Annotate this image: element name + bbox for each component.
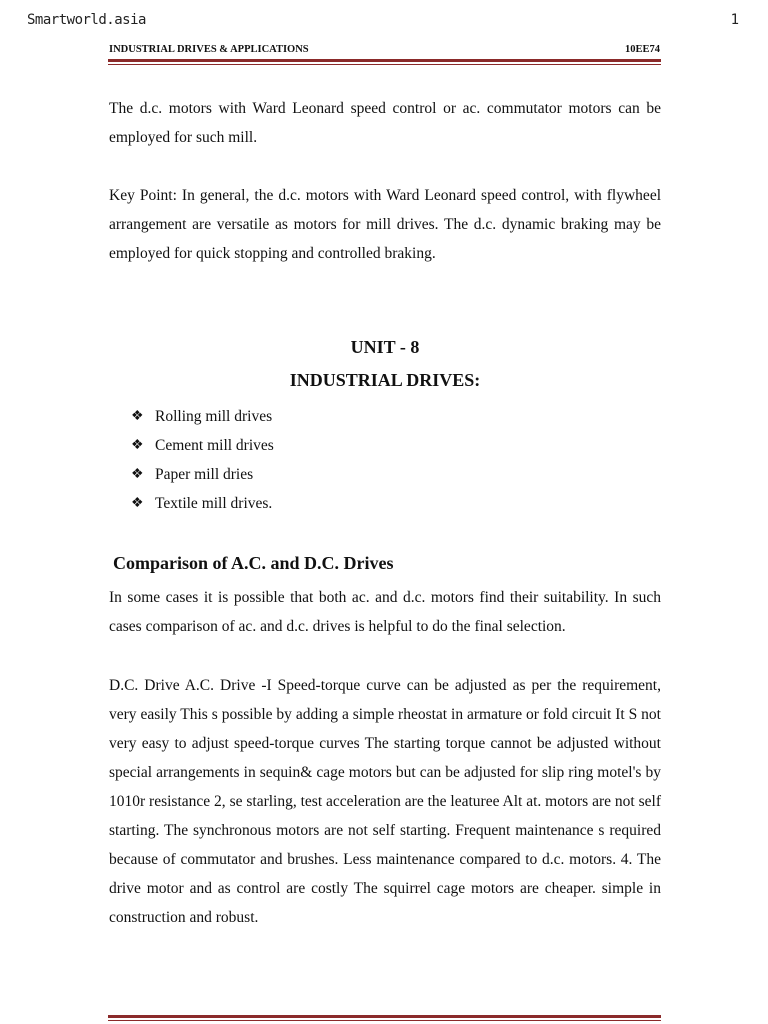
list-item: [131, 402, 274, 431]
bullet-diamond-icon: ❖: [131, 467, 144, 482]
list-item-label: Textile mill drives.: [155, 495, 273, 512]
watermark: Smartworld.asia: [27, 12, 146, 28]
list-item-label: Paper mill dries: [155, 466, 254, 483]
paragraph-key-point: Key Point: In general, the d.c. motors with Ward Leonard speed control, with flywheel arrangement are versatile as motors for mill drives. The d.c. dynamic braking may be employed for quick stopping and controlled braking.: [109, 187, 661, 262]
bullet-diamond-icon: ❖: [131, 496, 144, 511]
comparison-heading: Comparison of A.C. and D.C. Drives: [113, 553, 394, 573]
unit-number: UNIT - 8: [350, 337, 420, 357]
list-item: [131, 431, 274, 460]
footer-rule-thin: [108, 1020, 661, 1021]
list-item-label: Rolling mill drives: [155, 408, 273, 425]
footer-rule: [108, 1015, 661, 1018]
header-title: INDUSTRIAL DRIVES & APPLICATIONS: [109, 44, 309, 55]
unit-title: INDUSTRIAL DRIVES:: [289, 370, 481, 390]
paragraph-mill-motors: The d.c. motors with Ward Leonard speed control or ac. commutator motors can be employed for such mill.: [109, 100, 661, 146]
header-code: 10EE74: [624, 44, 660, 55]
header-rule-thin: [108, 64, 661, 65]
industrial-drives-list: [131, 402, 274, 518]
bullet-diamond-icon: ❖: [131, 409, 144, 424]
paragraph-comparison-details: D.C. Drive A.C. Drive -I Speed-torque curve can be adjusted as per the requirement, very easily This s possible by adding a simple rheostat in armature or fold circuit It S not very easy to adjust speed-torque curves The starting torque cannot be adjusted without special arrangements in sequin& cage motors but can be adjusted for slip ring motel's by 1010r resistance 2, se starling, test acceleration are the leaturee Alt at. motors are not self starting. The synchronous motors are not self starting. Frequent maintenance s required because of commutator and brushes. Less maintenance compared to d.c. motors. 4. The drive motor and as control are costly The squirrel cage motors are cheaper. simple in construction and robust.: [109, 677, 661, 926]
list-item: [131, 489, 274, 518]
paragraph-comparison-intro: In some cases it is possible that both ac. and d.c. motors find their suitability. In such cases comparison of ac. and d.c. drives is helpful to do the final selection.: [109, 589, 661, 635]
list-item-label: Cement mill drives: [155, 437, 274, 454]
page-number: 1: [730, 12, 739, 28]
list-item: [131, 460, 274, 489]
running-header: [109, 44, 660, 55]
header-rule: [108, 59, 661, 62]
bullet-diamond-icon: ❖: [131, 438, 144, 453]
